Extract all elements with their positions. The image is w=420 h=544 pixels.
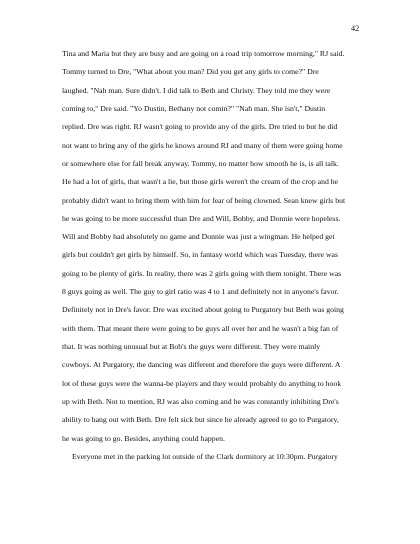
- text-line: not want to bring any of the girls he knows around RJ and many of them were going home: [62, 140, 343, 150]
- text-line: 8 guys going as well. The guy to girl ratio was 4 to 1 and definitely not in anyone's favor.: [62, 287, 339, 297]
- text-line: laughed. "Nah man. Sure didn't. I did talk to Beth and Christy. They told me they were: [62, 85, 331, 95]
- text-line: that. It was nothing unusual but at Bob's the guys were different. They were mainly: [62, 342, 321, 351]
- text-line: He had a lot of girls, that wasn't a lie, but those girls weren't the cream of the crop and he: [62, 177, 339, 187]
- text-line: lot of these guys were the wanna-be players and they would probably do anything to hook: [62, 378, 342, 388]
- text-line: up with Beth. Not to mention, RJ was also coming and he was constantly inhibiting Dre's: [62, 396, 339, 406]
- text-line: Definitely not in Dre's favor. Dre was excited about going to Purgatory but Beth was going: [62, 305, 344, 315]
- text-line: he was going to be more successful than Dre and Will, Bobby, and Donnie were hopeless.: [62, 213, 341, 223]
- paragraph-start-line: Everyone met in the parking lot outside of the Clark dormitory at 10:30pm. Purgatory: [72, 451, 338, 461]
- text-line: ability to hang out with Beth. Dre felt sick but since he already agreed to go to Purgatory,: [62, 415, 339, 425]
- text-line: Tommy turned to Dre, "What about you man? Did you get any girls to come?" Dre: [62, 67, 319, 77]
- text-line: girls but couldn't get girls by himself. So, in fantasy world which was Tuesday, there was: [62, 250, 338, 260]
- page-number: 42: [351, 24, 360, 33]
- text-line: Tina and Maria but they are busy and are going on a road trip tomorrow morning," RJ said.: [62, 49, 345, 58]
- text-line: cowboys. At Purgatory, the dancing was different and therefore the guys were different. A: [62, 360, 341, 370]
- text-line: coming to," Dre said. "Yo Dustin, Bethany not comin?" "Nah man. She isn't," Dustin: [62, 103, 326, 113]
- text-line: he was going to go. Besides, anything could happen.: [62, 433, 225, 443]
- text-line: or somewhere else for fall break anyway. Tommy, no matter how smooth he is, is all talk.: [62, 158, 339, 168]
- text-line: with them. That meant there were going to be guys all over her and he wasn't a big fan of: [62, 323, 339, 333]
- text-line: Will and Bobby had absolutely no game and Donnie was just a wingman. He helped get: [62, 232, 335, 242]
- body-text: [62, 45, 372, 466]
- text-line: replied. Dre was right. RJ wasn't going to provide any of the girls. Dre tried to but he did: [62, 122, 338, 132]
- text-line: going to be plenty of girls. In reality, there was 2 girls going with them tonight. There was: [62, 268, 342, 278]
- text-line: probably didn't want to bring them with him for fear of being clowned. Sean knew girls but: [62, 195, 346, 205]
